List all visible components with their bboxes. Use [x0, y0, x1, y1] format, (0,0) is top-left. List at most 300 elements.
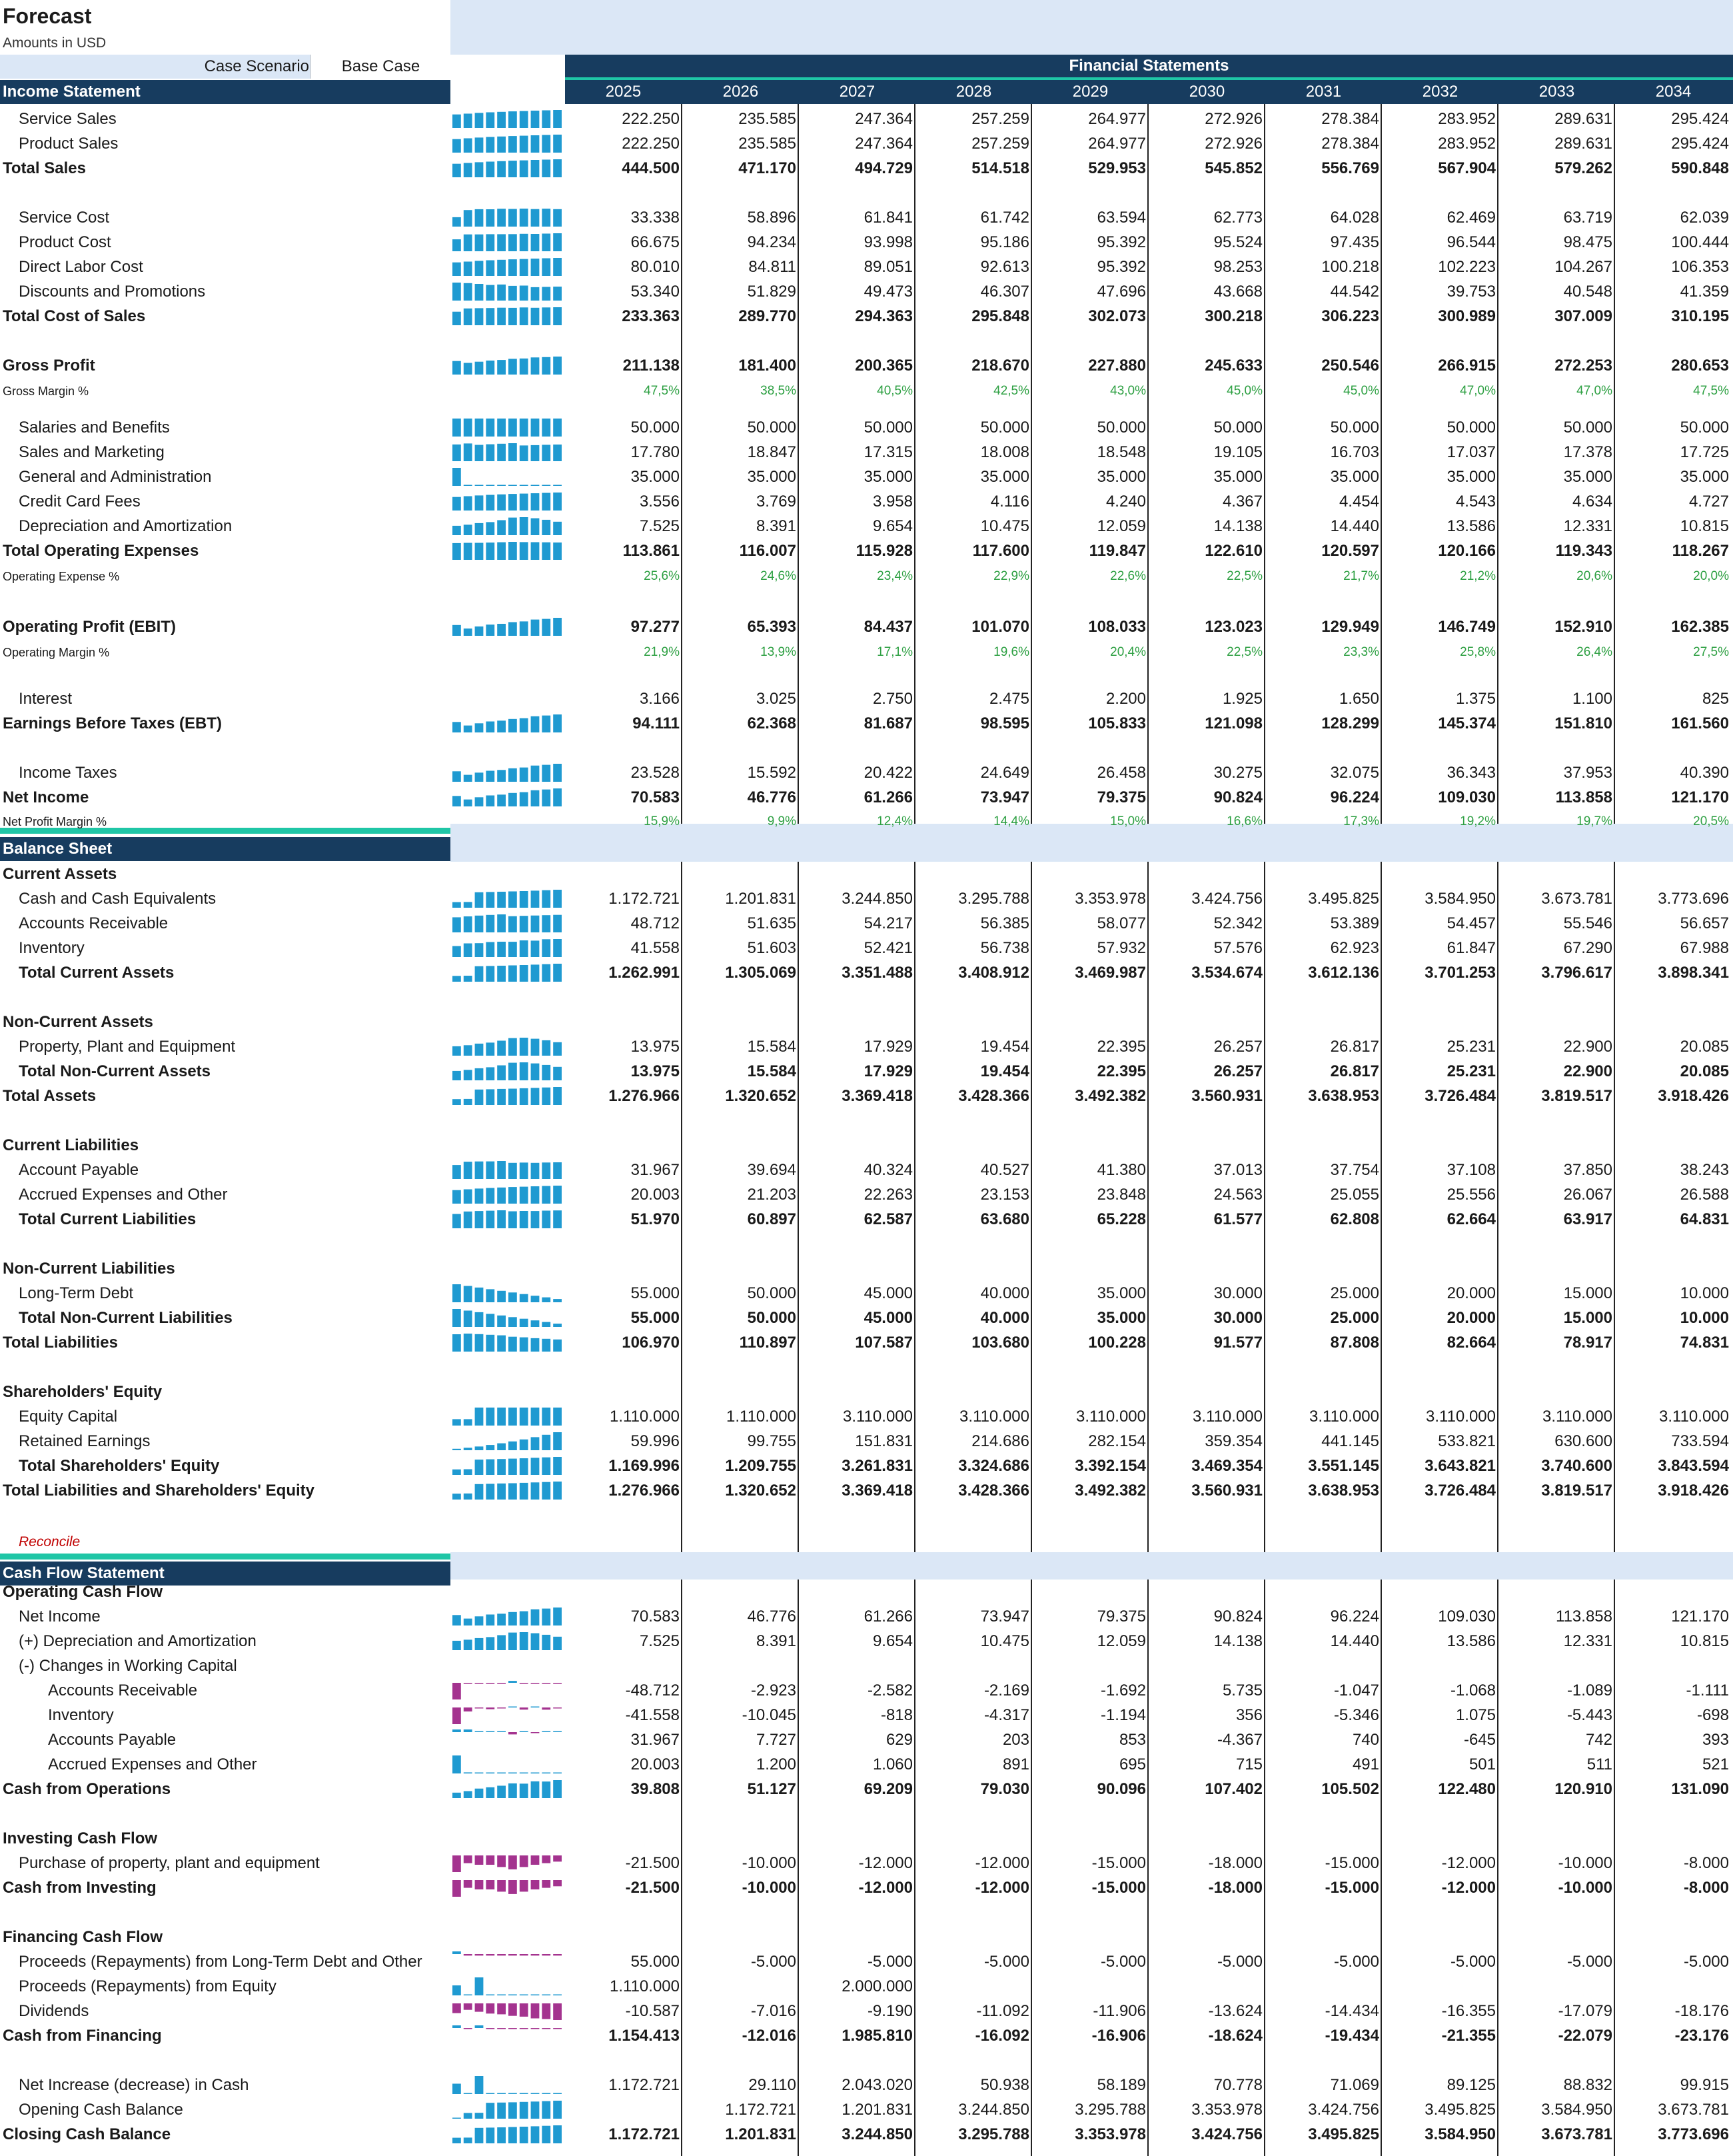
- cell-2034[interactable]: 393: [1702, 1731, 1729, 1749]
- cell-2031[interactable]: 87.808: [1330, 1334, 1379, 1352]
- cell-2033[interactable]: 17.378: [1563, 443, 1612, 461]
- cell-2033[interactable]: 37.953: [1563, 764, 1612, 782]
- cell-2033[interactable]: 113.858: [1556, 1608, 1612, 1625]
- cell-2034[interactable]: 590.848: [1671, 159, 1729, 177]
- cell-2030[interactable]: 4.367: [1222, 493, 1263, 511]
- cell-2033[interactable]: 15.000: [1563, 1309, 1612, 1327]
- cell-2025[interactable]: 23.528: [630, 764, 680, 782]
- cell-2032[interactable]: 13.586: [1446, 517, 1496, 535]
- cell-2027[interactable]: 3.261.831: [842, 1457, 913, 1475]
- cell-2034[interactable]: 74.831: [1680, 1334, 1729, 1352]
- cell-2025[interactable]: 51.970: [630, 1210, 680, 1228]
- cell-2027[interactable]: 22.263: [864, 1186, 913, 1204]
- cell-2032[interactable]: 3.701.253: [1425, 964, 1496, 982]
- cell-2030[interactable]: 37.013: [1213, 1161, 1263, 1179]
- cell-2030[interactable]: 62.773: [1213, 209, 1263, 227]
- cell-2033[interactable]: 63.719: [1563, 209, 1612, 227]
- cell-2030[interactable]: 91.577: [1213, 1334, 1263, 1352]
- cell-2029[interactable]: 264.977: [1088, 135, 1146, 153]
- cell-2032[interactable]: 96.544: [1446, 233, 1496, 251]
- cell-2030[interactable]: 30.275: [1213, 764, 1263, 782]
- cell-2025[interactable]: 80.010: [630, 258, 680, 276]
- cell-2033[interactable]: 307.009: [1554, 307, 1612, 325]
- cell-2030[interactable]: [1151, 1974, 1263, 1999]
- cell-2031[interactable]: 250.546: [1321, 357, 1379, 375]
- cell-2027[interactable]: 49.473: [864, 283, 913, 301]
- cell-2028[interactable]: 35.000: [980, 468, 1029, 486]
- cell-2033[interactable]: 289.631: [1554, 110, 1612, 128]
- cell-2029[interactable]: 12.059: [1097, 517, 1146, 535]
- cell-2032[interactable]: 13.586: [1446, 1632, 1496, 1650]
- cell-2032[interactable]: 25,8%: [1460, 645, 1496, 659]
- cell-2029[interactable]: 3.110.000: [1076, 1408, 1146, 1426]
- cell-2029[interactable]: 41.380: [1097, 1161, 1146, 1179]
- cell-2033[interactable]: 12.331: [1563, 517, 1612, 535]
- cell-2030[interactable]: 50.000: [1213, 419, 1263, 437]
- cell-2030[interactable]: 122.610: [1205, 542, 1263, 560]
- cell-2027[interactable]: -818: [880, 1706, 913, 1724]
- cell-2030[interactable]: 57.576: [1213, 939, 1263, 957]
- cell-2026[interactable]: 65.393: [747, 618, 796, 636]
- cell-2028[interactable]: 117.600: [972, 542, 1029, 560]
- cell-2034[interactable]: 20,0%: [1693, 569, 1729, 583]
- cell-2032[interactable]: 102.223: [1438, 258, 1496, 276]
- cell-2031[interactable]: 3.495.825: [1308, 2125, 1379, 2143]
- cell-2028[interactable]: -12.000: [975, 1854, 1029, 1872]
- cell-2027[interactable]: 3.244.850: [842, 890, 913, 908]
- cell-2033[interactable]: 22.900: [1563, 1038, 1612, 1056]
- cell-2030[interactable]: 245.633: [1205, 357, 1263, 375]
- cell-2025[interactable]: 31.967: [630, 1731, 680, 1749]
- cell-2027[interactable]: 9.654: [872, 517, 913, 535]
- cell-2029[interactable]: 282.154: [1088, 1432, 1146, 1450]
- cell-2033[interactable]: -1.089: [1566, 1681, 1612, 1699]
- cell-2033[interactable]: 3.673.781: [1541, 890, 1612, 908]
- cell-2031[interactable]: 53.389: [1330, 914, 1379, 932]
- cell-2031[interactable]: 3.551.145: [1308, 1457, 1379, 1475]
- cell-2026[interactable]: 471.170: [738, 159, 796, 177]
- cell-2032[interactable]: -16.355: [1441, 2002, 1496, 2020]
- cell-2033[interactable]: 119.343: [1555, 542, 1612, 560]
- cell-2034[interactable]: -23.176: [1674, 2027, 1729, 2045]
- cell-2030[interactable]: 300.218: [1205, 307, 1263, 325]
- cell-2033[interactable]: [1501, 1974, 1612, 1999]
- cell-2034[interactable]: 62.039: [1680, 209, 1729, 227]
- cell-2030[interactable]: 5.735: [1222, 1681, 1263, 1699]
- cell-2031[interactable]: -1.047: [1333, 1681, 1379, 1699]
- cell-2033[interactable]: 3.819.517: [1541, 1482, 1612, 1500]
- cell-2034[interactable]: 825: [1702, 690, 1729, 708]
- cell-2026[interactable]: 9,9%: [767, 814, 796, 828]
- cell-2032[interactable]: 82.664: [1446, 1334, 1496, 1352]
- cell-2029[interactable]: 3.353.978: [1075, 890, 1146, 908]
- cell-2033[interactable]: 22.900: [1563, 1062, 1612, 1080]
- cell-2031[interactable]: 45,0%: [1343, 384, 1379, 398]
- cell-2030[interactable]: 123.023: [1205, 618, 1263, 636]
- cell-2032[interactable]: -12.000: [1441, 1879, 1496, 1897]
- cell-2031[interactable]: 25.055: [1330, 1186, 1379, 1204]
- cell-2029[interactable]: 3.353.978: [1075, 2125, 1146, 2143]
- cell-2033[interactable]: 3.584.950: [1541, 2101, 1612, 2119]
- cell-2031[interactable]: 17,3%: [1343, 814, 1379, 828]
- cell-2025[interactable]: 7.525: [639, 517, 680, 535]
- cell-2025[interactable]: 66.675: [630, 233, 680, 251]
- cell-2030[interactable]: 3.110.000: [1193, 1408, 1263, 1426]
- cell-2033[interactable]: 78.917: [1563, 1334, 1612, 1352]
- cell-2027[interactable]: 35.000: [864, 468, 913, 486]
- cell-2026[interactable]: -10.000: [742, 1879, 796, 1897]
- cell-2025[interactable]: 55.000: [630, 1309, 680, 1327]
- cell-2027[interactable]: 294.363: [855, 307, 913, 325]
- cell-2027[interactable]: 54.217: [864, 914, 913, 932]
- cell-2034[interactable]: 733.594: [1671, 1432, 1729, 1450]
- cell-2032[interactable]: -12.000: [1441, 1854, 1496, 1872]
- cell-2033[interactable]: 152.910: [1554, 618, 1612, 636]
- cell-2028[interactable]: 98.595: [980, 714, 1029, 732]
- cell-2031[interactable]: 306.223: [1321, 307, 1379, 325]
- cell-2030[interactable]: 30.000: [1213, 1309, 1263, 1327]
- cell-2032[interactable]: 89.125: [1446, 2076, 1496, 2094]
- cell-2029[interactable]: 58.077: [1097, 914, 1146, 932]
- cell-2029[interactable]: 23.848: [1097, 1186, 1146, 1204]
- cell-2027[interactable]: 3.110.000: [843, 1408, 913, 1426]
- cell-2031[interactable]: 278.384: [1321, 110, 1379, 128]
- cell-2026[interactable]: 235.585: [738, 135, 796, 153]
- cell-2027[interactable]: 62.587: [864, 1210, 913, 1228]
- cell-2026[interactable]: 181.400: [738, 357, 796, 375]
- cell-2031[interactable]: 105.502: [1321, 1780, 1379, 1798]
- cell-2026[interactable]: 8.391: [756, 517, 796, 535]
- cell-2034[interactable]: 20.085: [1680, 1062, 1729, 1080]
- cell-2028[interactable]: 514.518: [971, 159, 1029, 177]
- cell-2034[interactable]: 4.727: [1688, 493, 1729, 511]
- cell-2026[interactable]: 50.000: [747, 1284, 796, 1302]
- cell-2034[interactable]: -8.000: [1683, 1879, 1729, 1897]
- cell-2027[interactable]: 12,4%: [877, 814, 913, 828]
- cell-2029[interactable]: 35.000: [1097, 468, 1146, 486]
- cell-2034[interactable]: 10.815: [1680, 517, 1729, 535]
- cell-2032[interactable]: -5.000: [1450, 1953, 1496, 1971]
- cell-2032[interactable]: 266.915: [1438, 357, 1496, 375]
- cell-2034[interactable]: 64.831: [1680, 1210, 1729, 1228]
- cell-2028[interactable]: 40.000: [980, 1309, 1029, 1327]
- cell-2032[interactable]: 47,0%: [1460, 384, 1496, 398]
- cell-2028[interactable]: -2.169: [983, 1681, 1029, 1699]
- cell-2030[interactable]: 356: [1235, 1706, 1263, 1724]
- cell-2032[interactable]: 20.000: [1446, 1309, 1496, 1327]
- cell-2025[interactable]: 113.861: [622, 542, 680, 560]
- cell-2026[interactable]: 8.391: [756, 1632, 796, 1650]
- cell-2030[interactable]: 30.000: [1213, 1284, 1263, 1302]
- cell-2030[interactable]: -4.367: [1217, 1731, 1263, 1749]
- cell-2029[interactable]: 695: [1119, 1755, 1146, 1773]
- cell-2025[interactable]: 1.172.721: [608, 2125, 680, 2143]
- cell-2025[interactable]: 106.970: [622, 1334, 680, 1352]
- cell-2033[interactable]: 55.546: [1563, 914, 1612, 932]
- cell-2032[interactable]: 20.000: [1446, 1284, 1496, 1302]
- cell-2030[interactable]: 90.824: [1213, 788, 1263, 806]
- cell-2028[interactable]: 40.527: [980, 1161, 1029, 1179]
- cell-2033[interactable]: 104.267: [1554, 258, 1612, 276]
- cell-2034[interactable]: 162.385: [1671, 618, 1729, 636]
- cell-2031[interactable]: 26.817: [1330, 1038, 1379, 1056]
- cell-2029[interactable]: 853: [1119, 1731, 1146, 1749]
- cell-2030[interactable]: 26.257: [1213, 1062, 1263, 1080]
- cell-2031[interactable]: 44.542: [1330, 283, 1379, 301]
- cell-2031[interactable]: 556.769: [1321, 159, 1379, 177]
- cell-2025[interactable]: 1.276.966: [608, 1482, 680, 1500]
- cell-2030[interactable]: 545.852: [1205, 159, 1263, 177]
- cell-2028[interactable]: 22,9%: [993, 569, 1029, 583]
- cell-2028[interactable]: 95.186: [980, 233, 1029, 251]
- cell-2033[interactable]: 88.832: [1563, 2076, 1612, 2094]
- cell-2029[interactable]: 15,0%: [1110, 814, 1146, 828]
- cell-2025[interactable]: 1.110.000: [610, 1408, 680, 1426]
- cell-2031[interactable]: 3.495.825: [1308, 890, 1379, 908]
- cell-2030[interactable]: 3.469.354: [1191, 1457, 1263, 1475]
- cell-2028[interactable]: 14,4%: [993, 814, 1029, 828]
- cell-2027[interactable]: 2.043.020: [842, 2076, 913, 2094]
- cell-2026[interactable]: 51.603: [747, 939, 796, 957]
- cell-2030[interactable]: 3.424.756: [1191, 2125, 1263, 2143]
- cell-2026[interactable]: 84.811: [748, 258, 796, 276]
- cell-2029[interactable]: 20,4%: [1110, 645, 1146, 659]
- cell-2031[interactable]: 740: [1352, 1731, 1379, 1749]
- cell-2025[interactable]: 21,9%: [644, 645, 680, 659]
- cell-2032[interactable]: 62.469: [1446, 209, 1496, 227]
- cell-2027[interactable]: 200.365: [855, 357, 913, 375]
- cell-2034[interactable]: 3.110.000: [1659, 1408, 1729, 1426]
- cell-2028[interactable]: 891: [1002, 1755, 1029, 1773]
- cell-2030[interactable]: 3.534.674: [1191, 964, 1263, 982]
- cell-2028[interactable]: 46.307: [980, 283, 1029, 301]
- cell-2031[interactable]: 23,3%: [1343, 645, 1379, 659]
- cell-2031[interactable]: 71.069: [1330, 2076, 1379, 2094]
- cell-2034[interactable]: 99.915: [1680, 2076, 1729, 2094]
- cell-2027[interactable]: 17,1%: [877, 645, 913, 659]
- cell-2034[interactable]: 50.000: [1680, 419, 1729, 437]
- cell-2027[interactable]: 629: [885, 1731, 913, 1749]
- cell-2029[interactable]: 47.696: [1097, 283, 1146, 301]
- cell-2029[interactable]: 50.000: [1097, 419, 1146, 437]
- cell-2025[interactable]: 35.000: [630, 468, 680, 486]
- cell-2032[interactable]: 3.643.821: [1425, 1457, 1496, 1475]
- cell-2025[interactable]: 41.558: [630, 939, 680, 957]
- cell-2032[interactable]: 39.753: [1446, 283, 1496, 301]
- cell-2025[interactable]: 3.166: [639, 690, 680, 708]
- cell-2028[interactable]: 203: [1002, 1731, 1029, 1749]
- cell-2026[interactable]: 58.896: [747, 209, 796, 227]
- cell-2032[interactable]: 4.543: [1455, 493, 1496, 511]
- cell-2032[interactable]: 122.480: [1438, 1780, 1496, 1798]
- cell-2029[interactable]: 95.392: [1097, 233, 1146, 251]
- cell-2029[interactable]: 58.189: [1097, 2076, 1146, 2094]
- cell-2025[interactable]: -41.558: [625, 1706, 680, 1724]
- cell-2026[interactable]: 99.755: [747, 1432, 796, 1450]
- cell-2026[interactable]: 15.592: [747, 764, 796, 782]
- cell-2026[interactable]: 1.209.755: [725, 1457, 796, 1475]
- cell-2027[interactable]: 1.060: [872, 1755, 913, 1773]
- cell-2025[interactable]: 59.996: [630, 1432, 680, 1450]
- cell-2033[interactable]: 40.548: [1563, 283, 1612, 301]
- cell-2027[interactable]: 107.587: [855, 1334, 913, 1352]
- cell-2028[interactable]: 18.008: [980, 443, 1029, 461]
- cell-2031[interactable]: 100.218: [1321, 258, 1379, 276]
- cell-2032[interactable]: 35.000: [1446, 468, 1496, 486]
- cell-2031[interactable]: 3.612.136: [1308, 964, 1379, 982]
- cell-2031[interactable]: -5.346: [1333, 1706, 1379, 1724]
- cell-2032[interactable]: -645: [1463, 1731, 1496, 1749]
- cell-2029[interactable]: 35.000: [1097, 1309, 1146, 1327]
- cell-2030[interactable]: 61.577: [1213, 1210, 1263, 1228]
- cell-2029[interactable]: 3.492.382: [1075, 1087, 1146, 1105]
- cell-2027[interactable]: 2.000.000: [842, 1977, 913, 1995]
- cell-2027[interactable]: 2.750: [872, 690, 913, 708]
- cell-2027[interactable]: 89.051: [864, 258, 913, 276]
- cell-2031[interactable]: 62.923: [1330, 939, 1379, 957]
- cell-2027[interactable]: 115.928: [856, 542, 913, 560]
- cell-2033[interactable]: -10.000: [1558, 1879, 1612, 1897]
- cell-2030[interactable]: 35.000: [1213, 468, 1263, 486]
- cell-2030[interactable]: 3.560.931: [1191, 1087, 1263, 1105]
- cell-2034[interactable]: 121.170: [1671, 1608, 1729, 1625]
- cell-2033[interactable]: 26.067: [1563, 1186, 1612, 1204]
- cell-2031[interactable]: 3.638.953: [1308, 1087, 1379, 1105]
- cell-2029[interactable]: 108.033: [1088, 618, 1146, 636]
- cell-2030[interactable]: 95.524: [1213, 233, 1263, 251]
- cell-2028[interactable]: 3.244.850: [958, 2101, 1029, 2119]
- cell-2032[interactable]: -1.068: [1450, 1681, 1496, 1699]
- cell-2032[interactable]: 3.584.950: [1425, 890, 1496, 908]
- cell-2026[interactable]: 21.203: [747, 1186, 796, 1204]
- cell-2030[interactable]: 24.563: [1213, 1186, 1263, 1204]
- cell-2026[interactable]: 13,9%: [760, 645, 796, 659]
- cell-2031[interactable]: 32.075: [1330, 764, 1379, 782]
- cell-2026[interactable]: 289.770: [738, 307, 796, 325]
- cell-2025[interactable]: 33.338: [630, 209, 680, 227]
- cell-2027[interactable]: -5.000: [867, 1953, 913, 1971]
- cell-2030[interactable]: -18.000: [1208, 1879, 1263, 1897]
- cell-2030[interactable]: 107.402: [1205, 1780, 1263, 1798]
- cell-2030[interactable]: 26.257: [1213, 1038, 1263, 1056]
- cell-2034[interactable]: 161.560: [1671, 714, 1729, 732]
- cell-2028[interactable]: 23.153: [980, 1186, 1029, 1204]
- cell-2028[interactable]: 3.110.000: [959, 1408, 1029, 1426]
- cell-2028[interactable]: 73.947: [980, 788, 1029, 806]
- cell-2026[interactable]: 1.320.652: [725, 1087, 796, 1105]
- cell-2025[interactable]: 50.000: [630, 419, 680, 437]
- cell-2031[interactable]: 25.000: [1330, 1284, 1379, 1302]
- cell-2028[interactable]: 50.938: [980, 2076, 1029, 2094]
- cell-2025[interactable]: -10.587: [625, 2002, 680, 2020]
- cell-2026[interactable]: 1.172.721: [725, 2101, 796, 2119]
- cell-2030[interactable]: 52.342: [1213, 914, 1263, 932]
- cell-2031[interactable]: [1268, 1974, 1379, 1999]
- cell-2025[interactable]: 15,9%: [644, 814, 680, 828]
- cell-2028[interactable]: 3.295.788: [958, 890, 1029, 908]
- cell-2031[interactable]: 3.638.953: [1308, 1482, 1379, 1500]
- cell-2026[interactable]: 46.776: [747, 1608, 796, 1625]
- cell-2029[interactable]: 4.240: [1105, 493, 1146, 511]
- cell-2026[interactable]: -10.045: [742, 1706, 796, 1724]
- cell-2029[interactable]: 95.392: [1097, 258, 1146, 276]
- cell-2028[interactable]: 19.454: [980, 1038, 1029, 1056]
- cell-2029[interactable]: 3.392.154: [1075, 1457, 1146, 1475]
- cell-2025[interactable]: 1.154.413: [608, 2027, 680, 2045]
- cell-2034[interactable]: 3.773.696: [1658, 890, 1729, 908]
- cell-2030[interactable]: 43.668: [1213, 283, 1263, 301]
- cell-2032[interactable]: 62.664: [1446, 1210, 1496, 1228]
- cell-2029[interactable]: -15.000: [1091, 1854, 1146, 1872]
- cell-2033[interactable]: 63.917: [1563, 1210, 1612, 1228]
- cell-2030[interactable]: 272.926: [1205, 135, 1263, 153]
- cell-2033[interactable]: -17.079: [1558, 2002, 1612, 2020]
- cell-2031[interactable]: 37.754: [1330, 1161, 1379, 1179]
- cell-2025[interactable]: 222.250: [622, 110, 680, 128]
- cell-2031[interactable]: 4.454: [1339, 493, 1379, 511]
- cell-2025[interactable]: 20.003: [630, 1186, 680, 1204]
- cell-2033[interactable]: 579.262: [1554, 159, 1612, 177]
- cell-2027[interactable]: 151.831: [855, 1432, 913, 1450]
- cell-2032[interactable]: 300.989: [1438, 307, 1496, 325]
- cell-2031[interactable]: -14.434: [1325, 2002, 1379, 2020]
- cell-2034[interactable]: 3.918.426: [1658, 1087, 1729, 1105]
- cell-2028[interactable]: 218.670: [971, 357, 1029, 375]
- cell-2030[interactable]: -13.624: [1208, 2002, 1263, 2020]
- cell-2028[interactable]: 10.475: [980, 1632, 1029, 1650]
- cell-2028[interactable]: -4.317: [983, 1706, 1029, 1724]
- cell-2029[interactable]: 3.295.788: [1075, 2101, 1146, 2119]
- cell-2028[interactable]: 19,6%: [993, 645, 1029, 659]
- cell-2033[interactable]: -22.079: [1558, 2027, 1612, 2045]
- cell-2033[interactable]: 289.631: [1554, 135, 1612, 153]
- cell-2034[interactable]: -5.000: [1683, 1953, 1729, 1971]
- cell-2027[interactable]: 81.687: [864, 714, 913, 732]
- cell-2033[interactable]: 47,0%: [1576, 384, 1612, 398]
- cell-2028[interactable]: -11.092: [976, 2002, 1029, 2020]
- cell-2028[interactable]: -16.092: [975, 2027, 1029, 2045]
- cell-2033[interactable]: 120.910: [1554, 1780, 1612, 1798]
- cell-2033[interactable]: -10.000: [1558, 1854, 1612, 1872]
- cell-2026[interactable]: -10.000: [742, 1854, 796, 1872]
- cell-2031[interactable]: 16.703: [1330, 443, 1379, 461]
- cell-2029[interactable]: 79.375: [1097, 788, 1146, 806]
- cell-2034[interactable]: 118.267: [1672, 542, 1729, 560]
- cell-2027[interactable]: 61.266: [864, 788, 913, 806]
- cell-2028[interactable]: 101.070: [971, 618, 1029, 636]
- cell-2028[interactable]: 3.428.366: [958, 1482, 1029, 1500]
- cell-2027[interactable]: 17.929: [864, 1062, 913, 1080]
- cell-2025[interactable]: 1.276.966: [608, 1087, 680, 1105]
- cell-2030[interactable]: -18.000: [1208, 1854, 1263, 1872]
- cell-2026[interactable]: -12.016: [742, 2027, 796, 2045]
- cell-2028[interactable]: 61.742: [980, 209, 1029, 227]
- cell-2034[interactable]: -8.000: [1683, 1854, 1729, 1872]
- cell-2031[interactable]: 96.224: [1330, 1608, 1379, 1625]
- cell-2031[interactable]: 14.440: [1330, 517, 1379, 535]
- cell-2025[interactable]: 25,6%: [644, 569, 680, 583]
- cell-2027[interactable]: 3.244.850: [842, 2125, 913, 2143]
- cell-2029[interactable]: 3.492.382: [1075, 1482, 1146, 1500]
- cell-2027[interactable]: 61.266: [864, 1608, 913, 1625]
- cell-2033[interactable]: 26,4%: [1576, 645, 1612, 659]
- cell-2029[interactable]: 12.059: [1097, 1632, 1146, 1650]
- cell-2027[interactable]: -12.000: [858, 1879, 913, 1897]
- cell-2030[interactable]: 359.354: [1205, 1432, 1263, 1450]
- cell-2032[interactable]: 533.821: [1438, 1432, 1496, 1450]
- cell-2030[interactable]: 22,5%: [1227, 645, 1263, 659]
- cell-2029[interactable]: -1.194: [1100, 1706, 1146, 1724]
